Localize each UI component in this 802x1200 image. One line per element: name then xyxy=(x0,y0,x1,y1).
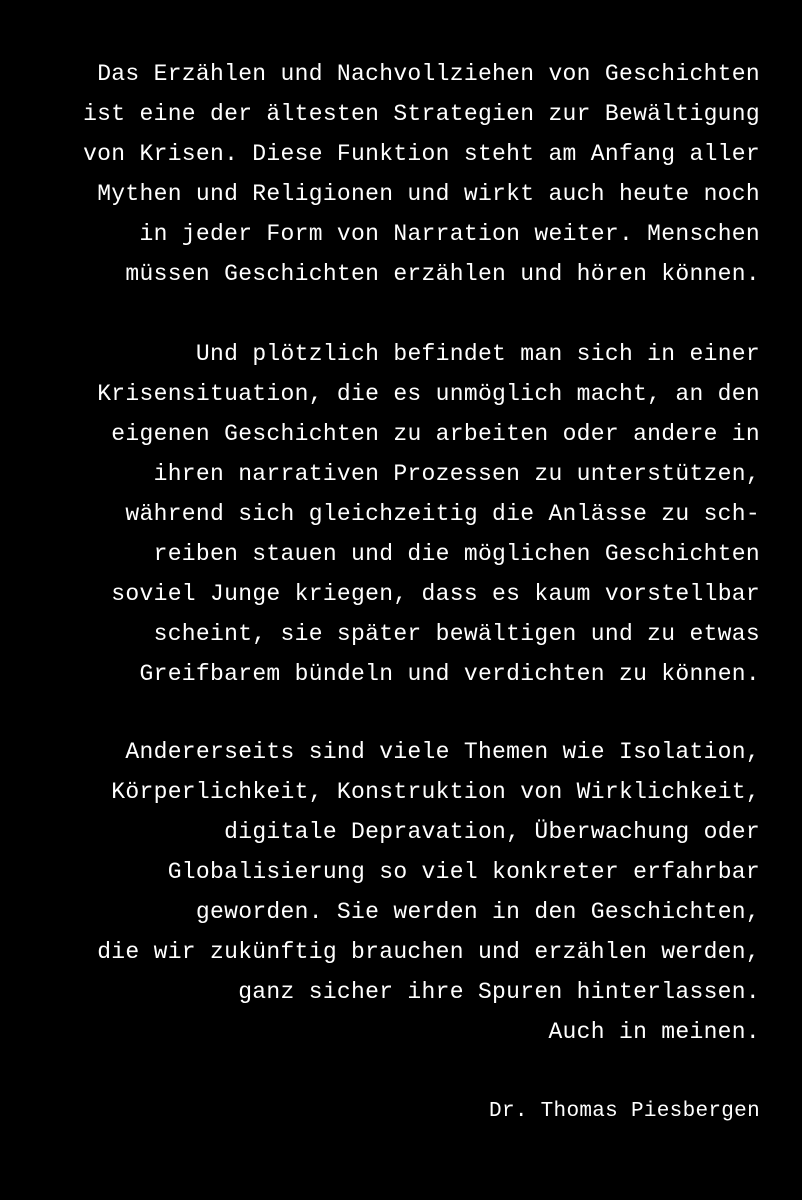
paragraph-3 xyxy=(40,732,760,1052)
text-line: ihren narrativen Prozessen zu unterstützen, xyxy=(153,461,760,487)
text-line: Körperlichkeit, Konstruktion von Wirklichkeit, xyxy=(111,779,760,805)
text-line: eigenen Geschichten zu arbeiten oder andere in xyxy=(111,421,760,447)
text-line: Krisensituation, die es unmöglich macht, an den xyxy=(97,381,760,407)
text-line: Andererseits sind viele Themen wie Isolation, xyxy=(125,739,760,765)
text-line: die wir zukünftig brauchen und erzählen werden, xyxy=(97,939,760,965)
text-line: Globalisierung so viel konkreter erfahrbar xyxy=(167,859,760,885)
text-line: Auch in meinen. xyxy=(548,1019,760,1045)
paragraph-2 xyxy=(40,334,760,694)
author-signature xyxy=(40,1092,760,1132)
text-line: ist eine der ältesten Strategien zur Bewältigung xyxy=(83,101,760,127)
text-line: Greifbarem bündeln und verdichten zu können. xyxy=(139,661,760,687)
text-line: soviel Junge kriegen, dass es kaum vorstellbar xyxy=(111,581,760,607)
text-line: Das Erzählen und Nachvollziehen von Geschichten xyxy=(97,61,760,87)
text-line: Und plötzlich befindet man sich in einer xyxy=(195,341,760,367)
text-line: ganz sicher ihre Spuren hinterlassen. xyxy=(238,979,760,1005)
text-line: von Krisen. Diese Funktion steht am Anfang aller xyxy=(83,141,760,167)
text-line: reiben stauen und die möglichen Geschichten xyxy=(153,541,760,567)
text-line: scheint, sie später bewältigen und zu etwas xyxy=(153,621,760,647)
author-name: Dr. Thomas Piesbergen xyxy=(489,1100,760,1123)
paragraph-1 xyxy=(40,54,760,294)
text-line: in jeder Form von Narration weiter. Menschen xyxy=(139,221,760,247)
text-line: Mythen und Religionen und wirkt auch heute noch xyxy=(97,181,760,207)
text-line: geworden. Sie werden in den Geschichten, xyxy=(195,899,760,925)
text-line: digitale Depravation, Überwachung oder xyxy=(224,819,760,845)
text-line: müssen Geschichten erzählen und hören können. xyxy=(125,261,760,287)
text-line: während sich gleichzeitig die Anlässe zu sch- xyxy=(125,501,760,527)
